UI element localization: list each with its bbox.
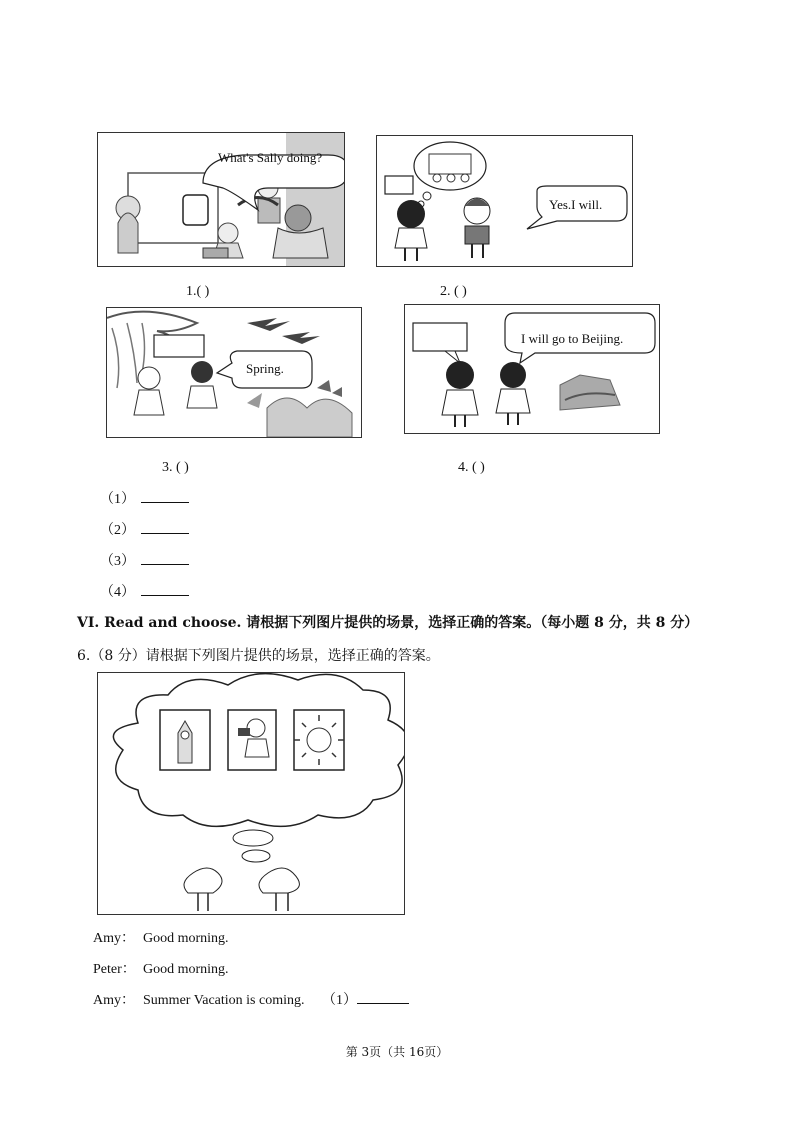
- picture-3-bubble-text: Spring.: [246, 361, 284, 376]
- picture-2-caption: 2. ( ): [440, 284, 467, 299]
- picture-1-caption: 1.( ): [186, 284, 210, 299]
- question-6-prompt: 6.（8 分）请根据下列图片提供的场景，选择正确的答案。: [77, 648, 440, 664]
- answer-3-label: （3）: [100, 554, 135, 569]
- dialogue-line-2: [93, 958, 229, 978]
- question-6-illustration: [98, 673, 404, 914]
- picture-4-caption: 4. ( ): [458, 460, 485, 475]
- answer-2-label: （2）: [100, 523, 135, 538]
- picture-3-caption: 3. ( ): [162, 460, 189, 475]
- answer-1-label: （1）: [100, 492, 135, 507]
- picture-3-illustration: [107, 308, 361, 437]
- speaker-2: Peter：: [93, 962, 136, 977]
- answer-1-blank[interactable]: [141, 490, 189, 503]
- question-6-picture: [97, 672, 405, 915]
- answer-2: [100, 519, 189, 539]
- dialogue-line-1-text: Good morning.: [143, 931, 229, 946]
- dialogue-line-3-text: Summer Vacation is coming.: [143, 993, 305, 1008]
- picture-1-bubble-text: What's Sally doing?: [218, 150, 323, 165]
- dialogue-line-1: [93, 927, 229, 947]
- picture-2: [376, 135, 633, 267]
- picture-3: [106, 307, 362, 438]
- answer-3-blank[interactable]: [141, 552, 189, 565]
- answer-1: [100, 488, 189, 508]
- dialogue-line-3-blank[interactable]: [357, 991, 409, 1004]
- dialogue-line-3: [93, 989, 409, 1009]
- picture-4-illustration: [405, 305, 659, 433]
- dialogue-line-3-number: （1）: [322, 993, 357, 1008]
- answer-4-blank[interactable]: [141, 583, 189, 596]
- answer-2-blank[interactable]: [141, 521, 189, 534]
- speaker-1: Amy：: [93, 931, 135, 946]
- speaker-3: Amy：: [93, 993, 135, 1008]
- dialogue-line-2-text: Good morning.: [143, 962, 229, 977]
- picture-1: [97, 132, 345, 267]
- picture-2-bubble-text: Yes.I will.: [549, 197, 603, 212]
- picture-4: [404, 304, 660, 434]
- page-footer: 第 3页（共 16页）: [345, 1045, 449, 1059]
- answer-4-label: （4）: [100, 585, 135, 600]
- picture-4-bubble-text: I will go to Beijing.: [521, 331, 624, 346]
- answer-3: [100, 550, 189, 570]
- answer-4: [100, 581, 189, 601]
- section-title: VI. Read and choose. 请根据下列图片提供的场景，选择正确的答案。（每小题 8 分，共 8 分）: [77, 615, 699, 631]
